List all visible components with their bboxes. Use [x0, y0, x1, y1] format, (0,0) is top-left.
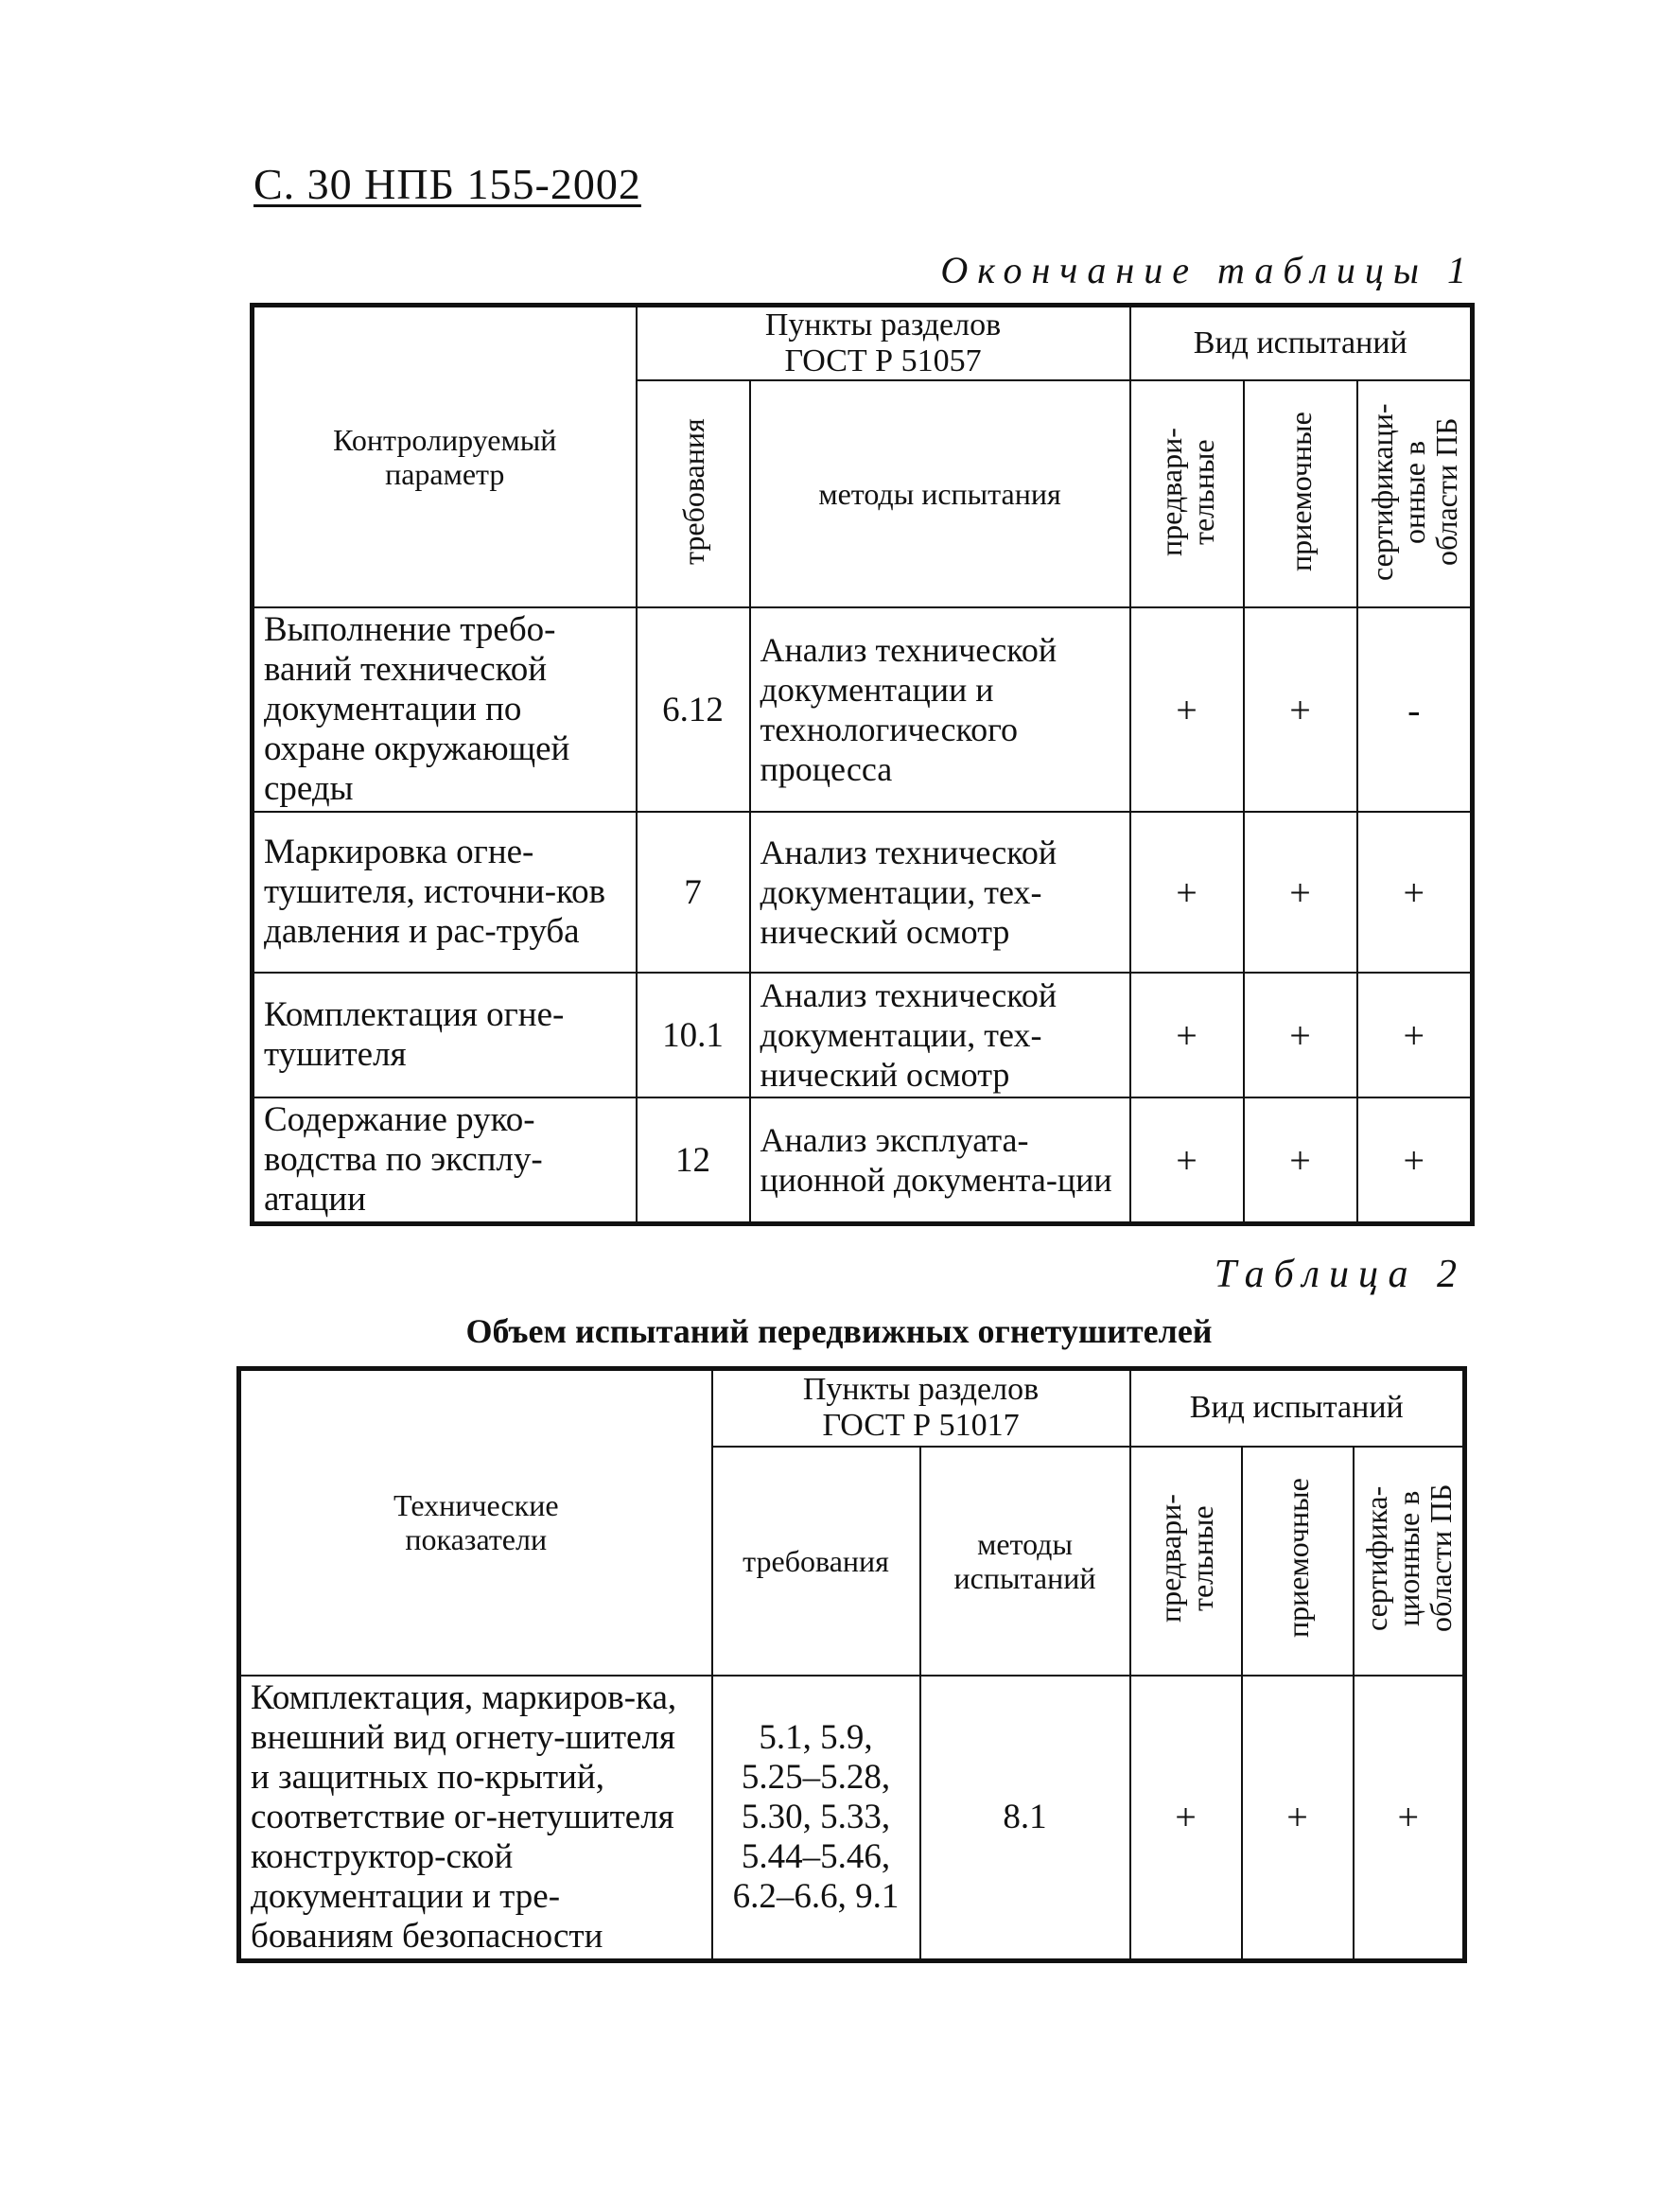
- t1-header-gost: [637, 306, 1130, 381]
- t2-r1-method: 8.1: [920, 1676, 1130, 1961]
- t1-r3-req: 10.1: [637, 973, 750, 1097]
- t2-header-accept: [1242, 1447, 1354, 1676]
- t1-r4-param: Содержание руко-водства по эксплу-атации: [253, 1097, 637, 1224]
- t2-header-prelim: [1130, 1447, 1242, 1676]
- t1-header-cert: [1357, 380, 1473, 607]
- t1-r1-accept: +: [1244, 607, 1357, 812]
- t1-header-cert-text: сертификаци-онные в области ПБ: [1364, 402, 1463, 581]
- table-row: [239, 1676, 1465, 1961]
- table-row: [253, 1097, 1473, 1224]
- t1-r1-prelim: +: [1130, 607, 1244, 812]
- t1-r3-prelim: +: [1130, 973, 1244, 1097]
- t1-header-prelim-text: предвари-тельные: [1153, 427, 1220, 556]
- t2-r1-cert: +: [1354, 1676, 1465, 1961]
- t1-header-gost-text: Пункты разделов ГОСТ Р 51057: [764, 307, 1002, 378]
- t1-r2-req: 7: [637, 812, 750, 973]
- t1-r4-prelim: +: [1130, 1097, 1244, 1224]
- t1-r4-method: Анализ эксплуата-ционной документа-ции: [750, 1097, 1130, 1224]
- t1-r2-accept: +: [1244, 812, 1357, 973]
- t2-header-gost-text: Пункты разделов ГОСТ Р 51017: [802, 1372, 1040, 1444]
- t1-r1-cert: -: [1357, 607, 1473, 812]
- t1-header-tests: Вид испытаний: [1130, 306, 1473, 381]
- t1-r2-cert: +: [1357, 812, 1473, 973]
- t1-header-req-text: требования: [675, 418, 710, 565]
- t2-header-req: требования: [712, 1447, 920, 1676]
- table2-label: Таблица 2: [1214, 1253, 1466, 1296]
- t2-header-param-text: Технические показатели: [393, 1488, 559, 1557]
- t2-header-param: [239, 1369, 712, 1676]
- t1-r4-req: 12: [637, 1097, 750, 1224]
- t1-r3-method: Анализ технической документации, тех-нический осмотр: [750, 973, 1130, 1097]
- t2-r1-req: 5.1, 5.9, 5.25–5.28, 5.30, 5.33, 5.44–5.46, 6.2–6.6, 9.1: [712, 1676, 920, 1961]
- t1-header-req: [637, 380, 750, 607]
- t1-header-prelim: [1130, 380, 1244, 607]
- t1-r2-param: Маркировка огне-тушителя, источни-ков давления и рас-труба: [253, 812, 637, 973]
- table2: [236, 1366, 1467, 1963]
- t1-r1-param: Выполнение требо-ваний технической документации по охране окружающей среды: [253, 607, 637, 812]
- t2-r1-param: Комплектация, маркиров-ка, внешний вид огнету-шителя и защитных по-крытий, соответствие ог-нетушителя конструктор-ской документации и тре-бованиям безопасности: [239, 1676, 712, 1961]
- table1-continuation-label: Окончание таблицы 1: [940, 249, 1476, 291]
- t1-r3-accept: +: [1244, 973, 1357, 1097]
- t2-header-tests: Вид испытаний: [1130, 1369, 1465, 1447]
- t1-header-accept-text: приемочные: [1283, 412, 1318, 571]
- t2-header-methods: [920, 1447, 1130, 1676]
- t1-r2-prelim: +: [1130, 812, 1244, 973]
- t1-r4-accept: +: [1244, 1097, 1357, 1224]
- t1-header-param: [253, 306, 637, 608]
- t2-header-cert-text: сертифика-ционные в области ПБ: [1358, 1483, 1458, 1633]
- table-row: [253, 973, 1473, 1097]
- t1-header-methods: методы испытания: [750, 380, 1130, 607]
- t2-header-cert: [1354, 1447, 1465, 1676]
- t2-r1-prelim: +: [1130, 1676, 1242, 1961]
- table-row: [253, 607, 1473, 812]
- t1-r1-method: Анализ технической документации и технологического процесса: [750, 607, 1130, 812]
- table-row: [253, 812, 1473, 973]
- t1-r2-method: Анализ технической документации, тех-нический осмотр: [750, 812, 1130, 973]
- t2-header-prelim-text: предвари-тельные: [1152, 1494, 1219, 1623]
- t2-header-methods-text: методы испытаний: [953, 1526, 1096, 1595]
- t1-header-accept: [1244, 380, 1357, 607]
- t1-r3-cert: +: [1357, 973, 1473, 1097]
- page-header: С. 30 НПБ 155-2002: [253, 160, 641, 208]
- t1-header-param-text: Контролируемый параметр: [333, 423, 557, 491]
- t1-r1-req: 6.12: [637, 607, 750, 812]
- t2-r1-accept: +: [1242, 1676, 1354, 1961]
- t2-header-gost: [712, 1369, 1130, 1447]
- table1: [250, 303, 1475, 1226]
- table2-title: Объем испытаний передвижных огнетушителей: [465, 1312, 1213, 1350]
- t2-header-accept-text: приемочные: [1280, 1478, 1315, 1639]
- t1-r4-cert: +: [1357, 1097, 1473, 1224]
- t1-r3-param: Комплектация огне-тушителя: [253, 973, 637, 1097]
